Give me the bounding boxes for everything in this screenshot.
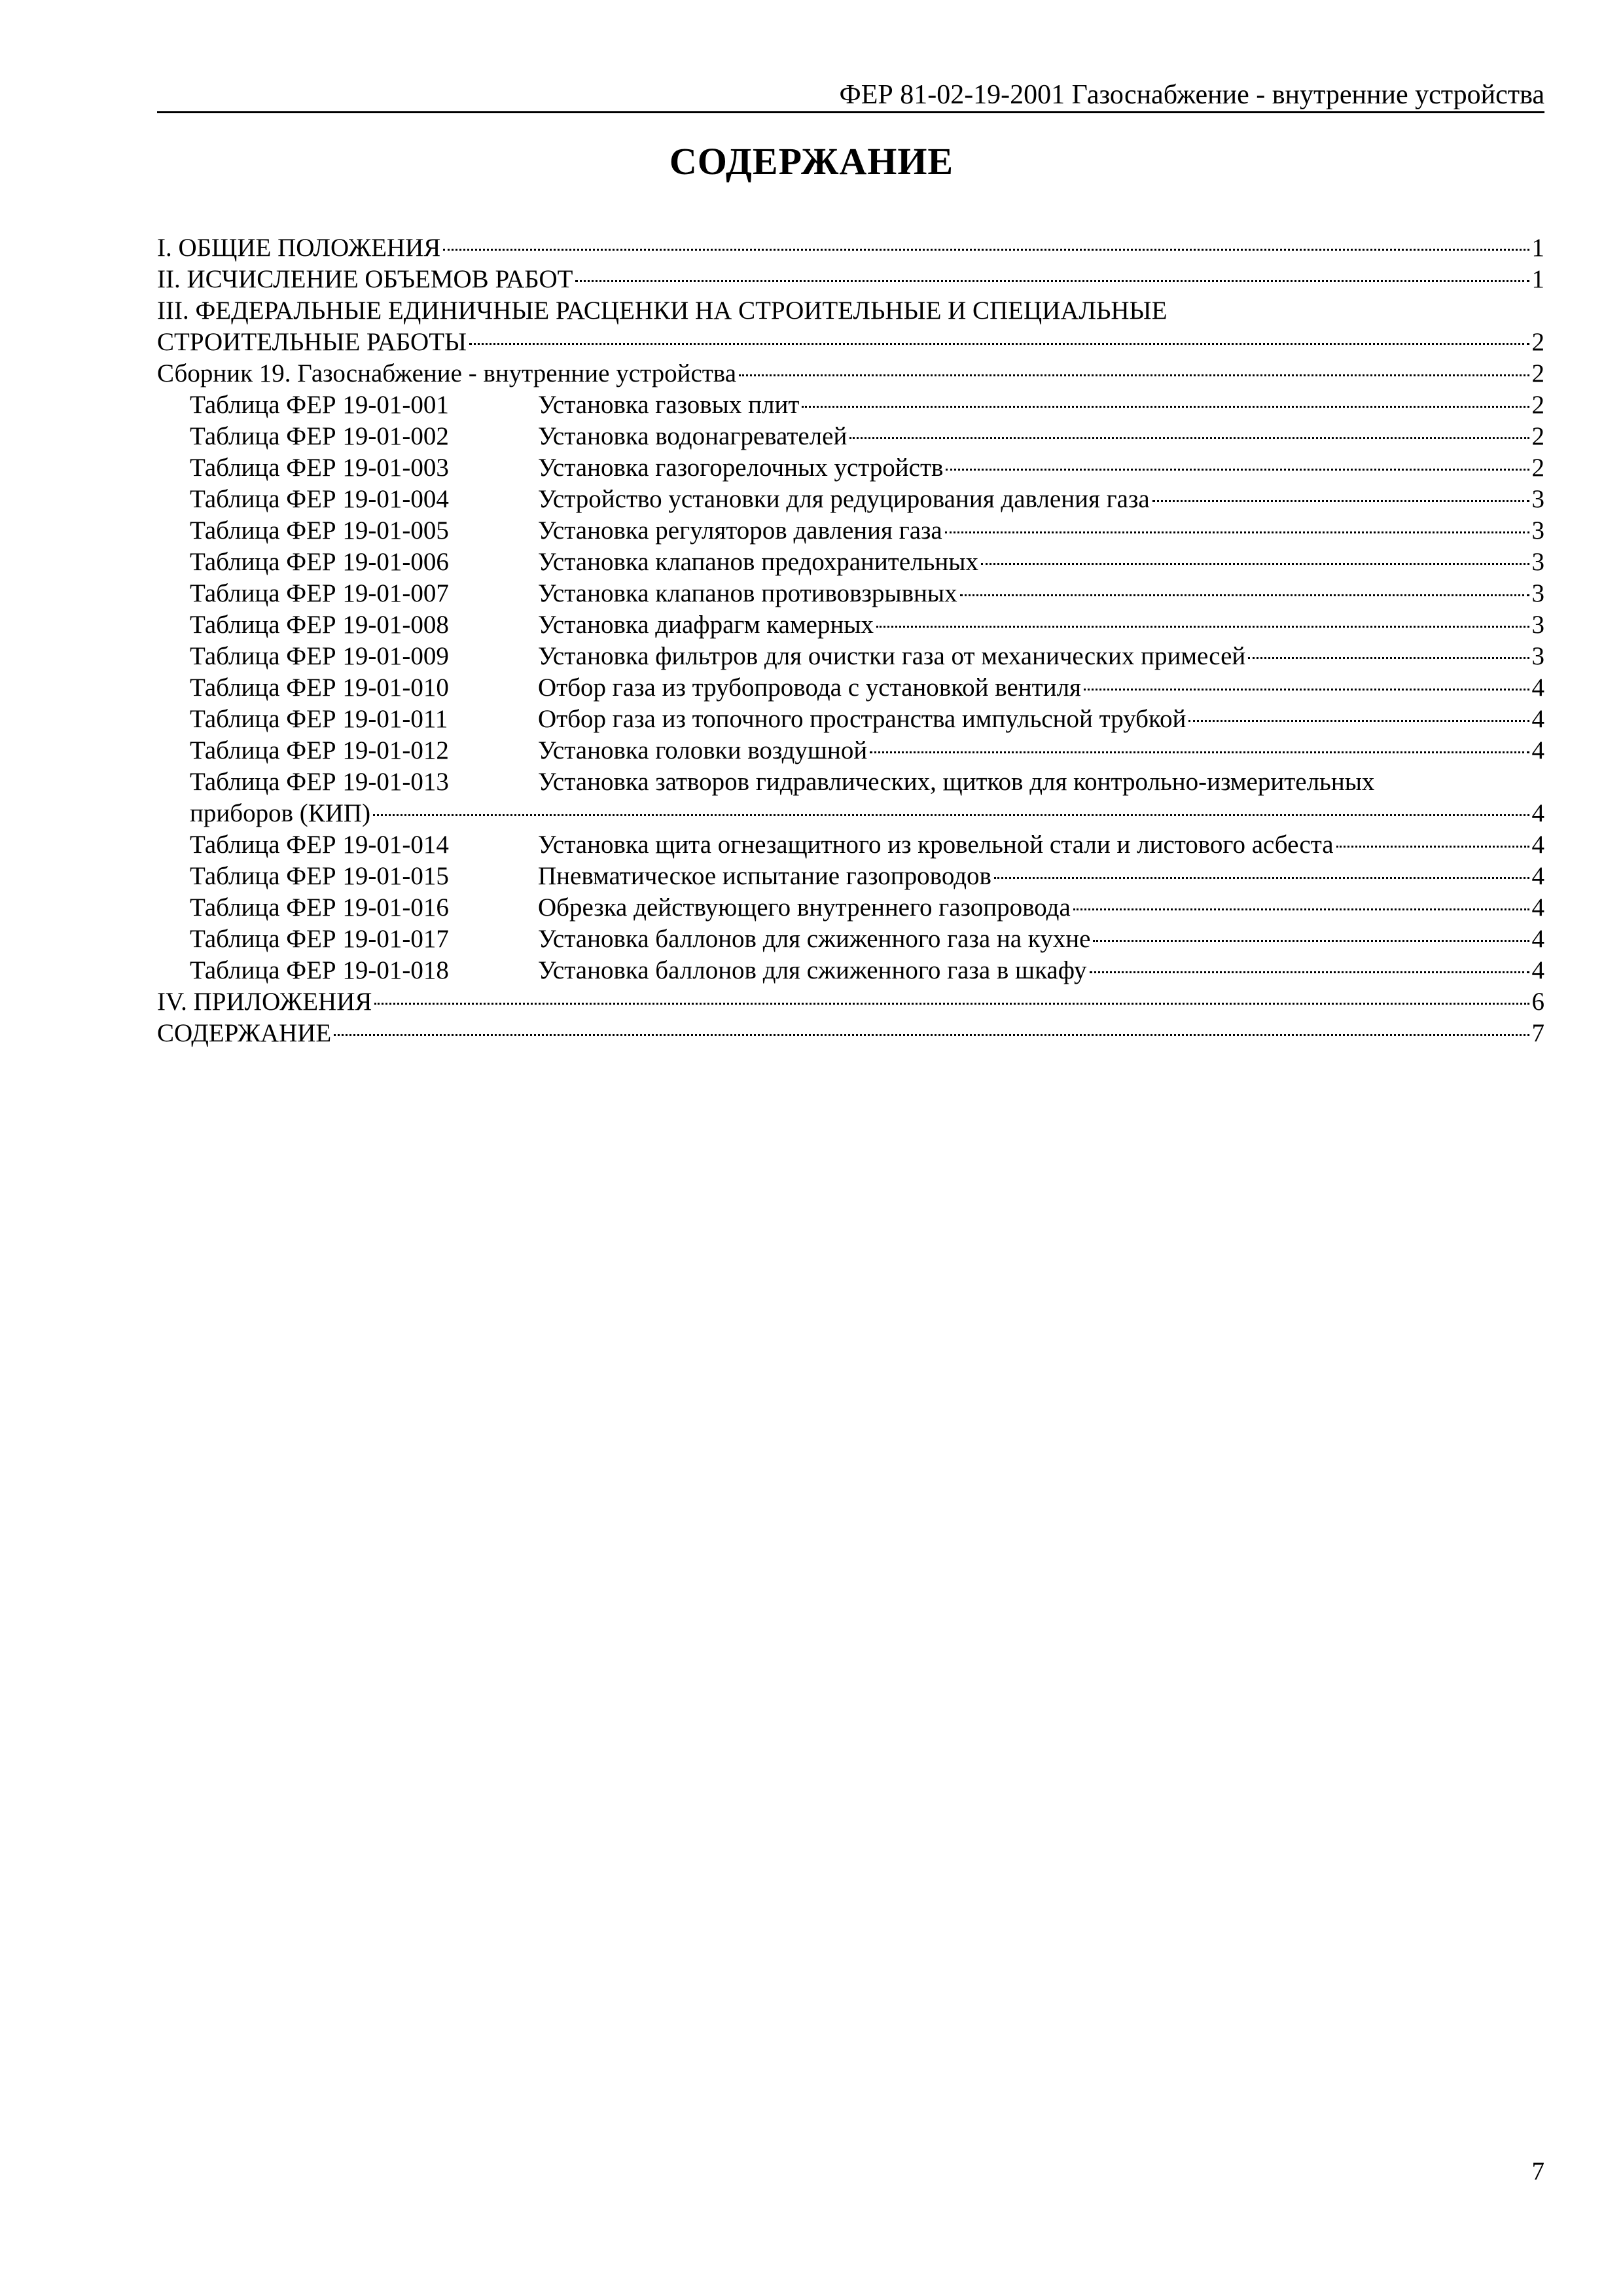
dot-leader (946, 469, 1529, 471)
toc-entry-page: 1 (1531, 234, 1544, 262)
toc-entry-table-002[interactable] (157, 421, 1544, 452)
toc-entry-page: 7 (1531, 1019, 1544, 1047)
toc-table-code: Таблица ФЕР 19-01-009 (190, 642, 449, 670)
toc-table-code: Таблица ФЕР 19-01-017 (190, 925, 449, 953)
toc-entry-page: 2 (1531, 422, 1544, 450)
toc-entry-table-010[interactable] (157, 672, 1544, 704)
running-header (157, 73, 1544, 113)
toc-entry-page: 4 (1531, 673, 1544, 702)
toc-entry-page: 2 (1531, 454, 1544, 482)
toc-table-code: Таблица ФЕР 19-01-004 (190, 485, 449, 513)
dot-leader (374, 1003, 1529, 1005)
toc-entry-table-017[interactable] (157, 924, 1544, 955)
dot-leader (1084, 689, 1529, 691)
toc-entry-section-2[interactable] (157, 264, 1544, 295)
dot-leader (1152, 500, 1529, 502)
toc-table-title: Установка диафрагм камерных (538, 611, 874, 639)
toc-entry-table-011[interactable] (157, 704, 1544, 735)
toc-entry-table-003[interactable] (157, 452, 1544, 484)
toc-entry-page: 3 (1531, 485, 1544, 513)
toc-entry-table-004[interactable] (157, 484, 1544, 515)
toc-table-title: Установка клапанов противовзрывных (538, 579, 957, 607)
toc-table-title: Установка клапанов предохранительных (538, 548, 978, 576)
table-of-contents (157, 232, 1544, 1049)
dot-leader (1336, 846, 1529, 848)
dot-leader (994, 877, 1529, 879)
toc-entry-table-001[interactable] (157, 389, 1544, 421)
toc-table-title: Установка головки воздушной (538, 736, 868, 764)
toc-entry-table-007[interactable] (157, 578, 1544, 609)
dot-leader (960, 594, 1529, 596)
toc-table-title-continued: приборов (КИП) (190, 799, 371, 827)
toc-entry-section-3-line-2[interactable] (157, 327, 1544, 358)
toc-table-title: Обрезка действующего внутреннего газопровода (538, 893, 1071, 922)
toc-table-code: Таблица ФЕР 19-01-013 (190, 768, 449, 796)
dot-leader (1093, 940, 1529, 942)
toc-table-title: Установка баллонов для сжиженного газа на кухне (538, 925, 1091, 953)
toc-entry-table-018[interactable] (157, 955, 1544, 986)
running-header-text: ФЕР 81-02-19-2001 Газоснабжение - внутренние устройства (839, 80, 1544, 110)
toc-entry-section-1[interactable] (157, 232, 1544, 264)
toc-table-title: Установка газовых плит (538, 391, 800, 419)
toc-table-code: Таблица ФЕР 19-01-007 (190, 579, 449, 607)
page-title: СОДЕРЖАНИЕ (669, 140, 954, 183)
toc-table-code: Таблица ФЕР 19-01-016 (190, 893, 449, 922)
toc-table-code: Таблица ФЕР 19-01-014 (190, 831, 449, 859)
toc-table-title: Пневматическое испытание газопроводов (538, 862, 991, 890)
toc-entry-page: 1 (1531, 265, 1544, 293)
toc-table-code: Таблица ФЕР 19-01-006 (190, 548, 449, 576)
toc-table-code: Таблица ФЕР 19-01-003 (190, 454, 449, 482)
dot-leader (1188, 720, 1529, 722)
toc-table-title: Установка щита огнезащитного из кровельной стали и листового асбеста (538, 831, 1334, 859)
toc-table-code: Таблица ФЕР 19-01-001 (190, 391, 449, 419)
toc-entry-table-014[interactable] (157, 829, 1544, 861)
toc-table-code: Таблица ФЕР 19-01-005 (190, 516, 449, 545)
toc-entry-title: III. ФЕДЕРАЛЬНЫЕ ЕДИНИЧНЫЕ РАСЦЕНКИ НА СТРОИТЕЛЬНЫЕ И СПЕЦИАЛЬНЫЕ (157, 296, 1168, 325)
page-number: 7 (1531, 2157, 1544, 2185)
toc-entry-title: СОДЕРЖАНИЕ (157, 1019, 332, 1047)
toc-table-title: Устройство установки для редуцирования давления газа (538, 485, 1150, 513)
toc-entry-title: II. ИСЧИСЛЕНИЕ ОБЪЕМОВ РАБОТ (157, 265, 573, 293)
toc-entry-page: 2 (1531, 391, 1544, 419)
toc-entry-section-3-line-1[interactable] (157, 295, 1544, 327)
dot-leader (373, 814, 1529, 816)
toc-table-title: Установка затворов гидравлических, щитков для контрольно-измерительных (538, 768, 1375, 796)
toc-entry-section-4[interactable] (157, 986, 1544, 1018)
dot-leader (1090, 971, 1529, 973)
toc-entry-table-013-line-1[interactable] (157, 766, 1544, 798)
toc-entry-page: 4 (1531, 705, 1544, 733)
toc-entry-table-006[interactable] (157, 547, 1544, 578)
dot-leader (1073, 908, 1529, 910)
toc-entry-page: 4 (1531, 736, 1544, 764)
toc-entry-title: I. ОБЩИЕ ПОЛОЖЕНИЯ (157, 234, 441, 262)
toc-table-code: Таблица ФЕР 19-01-010 (190, 673, 449, 702)
dot-leader (802, 406, 1529, 408)
toc-entry-page: 4 (1531, 956, 1544, 984)
toc-entry-contents[interactable] (157, 1018, 1544, 1049)
toc-entry-page: 4 (1531, 925, 1544, 953)
dot-leader (334, 1034, 1529, 1036)
toc-entry-title: Сборник 19. Газоснабжение - внутренние устройства (157, 359, 737, 387)
toc-table-code: Таблица ФЕР 19-01-011 (190, 705, 448, 733)
toc-entry-page: 2 (1531, 328, 1544, 356)
dot-leader (739, 374, 1529, 376)
toc-entry-table-009[interactable] (157, 641, 1544, 672)
toc-table-code: Таблица ФЕР 19-01-015 (190, 862, 449, 890)
toc-entry-page: 4 (1531, 862, 1544, 890)
dot-leader (575, 280, 1529, 282)
toc-entry-collection-19[interactable] (157, 358, 1544, 389)
toc-entry-title: СТРОИТЕЛЬНЫЕ РАБОТЫ (157, 328, 467, 356)
toc-entry-table-008[interactable] (157, 609, 1544, 641)
toc-entry-page: 4 (1531, 893, 1544, 922)
toc-entry-title: IV. ПРИЛОЖЕНИЯ (157, 988, 372, 1016)
toc-table-title: Отбор газа из трубопровода с установкой вентиля (538, 673, 1081, 702)
dot-leader (945, 531, 1529, 533)
toc-table-title: Отбор газа из топочного пространства импульсной трубкой (538, 705, 1186, 733)
dot-leader (443, 249, 1529, 251)
dot-leader (876, 626, 1529, 628)
toc-table-title: Установка фильтров для очистки газа от механических примесей (538, 642, 1246, 670)
dot-leader (1248, 657, 1529, 659)
toc-entry-page: 3 (1531, 579, 1544, 607)
toc-entry-page: 2 (1531, 359, 1544, 387)
toc-table-code: Таблица ФЕР 19-01-002 (190, 422, 449, 450)
toc-entry-page: 3 (1531, 642, 1544, 670)
toc-table-code: Таблица ФЕР 19-01-018 (190, 956, 449, 984)
toc-entry-table-016[interactable] (157, 892, 1544, 924)
toc-entry-page: 4 (1531, 831, 1544, 859)
dot-leader (469, 343, 1529, 345)
toc-entry-page: 4 (1531, 799, 1544, 827)
toc-entry-page: 3 (1531, 516, 1544, 545)
toc-table-title: Установка водонагревателей (538, 422, 847, 450)
toc-entry-table-005[interactable] (157, 515, 1544, 547)
toc-entry-table-015[interactable] (157, 861, 1544, 892)
toc-entry-table-012[interactable] (157, 735, 1544, 766)
toc-table-code: Таблица ФЕР 19-01-012 (190, 736, 449, 764)
dot-leader (849, 437, 1529, 439)
toc-entry-table-013-line-2[interactable] (157, 798, 1544, 829)
toc-entry-page: 3 (1531, 611, 1544, 639)
toc-table-title: Установка регуляторов давления газа (538, 516, 942, 545)
toc-table-title: Установка газогорелочных устройств (538, 454, 944, 482)
toc-table-title: Установка баллонов для сжиженного газа в шкафу (538, 956, 1087, 984)
dot-leader (981, 563, 1529, 565)
toc-table-code: Таблица ФЕР 19-01-008 (190, 611, 449, 639)
toc-entry-page: 6 (1531, 988, 1544, 1016)
toc-entry-page: 3 (1531, 548, 1544, 576)
dot-leader (870, 751, 1529, 753)
